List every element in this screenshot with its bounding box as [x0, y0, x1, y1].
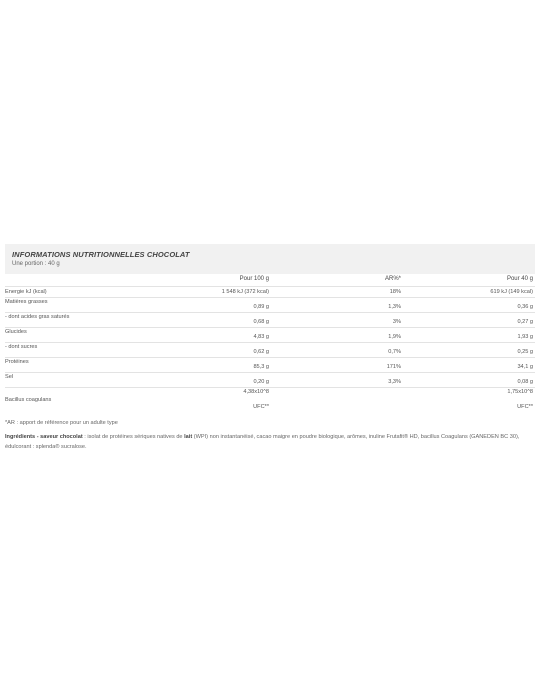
table-row [5, 343, 535, 358]
footnote: *AR : apport de référence pour un adulte type [5, 420, 118, 426]
nutrition-table [5, 274, 535, 415]
table-row [5, 298, 535, 313]
column-header-per40: Pour 40 g [506, 276, 533, 282]
nutrient-label: Matières grasses [5, 299, 48, 305]
nutrient-label: Protéines [5, 359, 29, 365]
table-row-bacillus [5, 388, 535, 415]
value-per40: 0,08 g [517, 379, 533, 385]
value-per40: 1,93 g [517, 334, 533, 340]
value-per100: 4,83 g [253, 334, 269, 340]
ingredients-allergen: lait [184, 434, 193, 440]
value-per40: 0,25 g [517, 349, 533, 355]
value-ar: 3,3% [388, 379, 401, 385]
table-header-row [5, 274, 535, 287]
column-header-per100: Pour 100 g [239, 276, 269, 282]
page-title: INFORMATIONS NUTRITIONNELLES CHOCOLAT [12, 250, 190, 259]
value-per100: 85,3 g [253, 364, 269, 370]
bacillus-per100-count: 4,38x10^8 [243, 389, 269, 395]
table-row [5, 313, 535, 328]
nutrient-label: Bacillus coagulans [5, 397, 52, 403]
bacillus-per100-unit: UFC** [253, 404, 269, 410]
value-per40: 0,27 g [517, 319, 533, 325]
bacillus-per40-unit: UFC** [517, 404, 533, 410]
ingredients-sep: : [82, 434, 88, 440]
nutrient-label: Glucides [5, 329, 27, 335]
ingredients-text [5, 433, 535, 452]
value-per40: 34,1 g [517, 364, 533, 370]
portion-size: Une portion : 40 g [12, 261, 60, 267]
table-row [5, 287, 535, 298]
value-ar: 3% [392, 319, 401, 325]
table-row [5, 328, 535, 343]
nutrition-header [5, 244, 535, 274]
nutrient-label: Sel [5, 374, 14, 380]
table-row [5, 373, 535, 388]
value-ar: 0,7% [388, 349, 401, 355]
value-per40: 619 kJ (149 kcal) [490, 289, 533, 295]
value-ar: 18% [389, 289, 401, 295]
table-row [5, 358, 535, 373]
ingredients-part2: (WPI) non instantanéisé, cacao maigre en poudre biologique, arômes, inuline Frutafit® HD, bacillus Coagulans (GANEDEN BC 30), édulcorant : splenda® sucralose. [5, 434, 520, 450]
value-per100: 1 548 kJ (372 kcal) [221, 289, 269, 295]
value-per40: 0,36 g [517, 304, 533, 310]
nutrient-label: Energie kJ (kcal) [5, 289, 47, 295]
bacillus-per40-count: 1,75x10^8 [507, 389, 533, 395]
value-per100: 0,89 g [253, 304, 269, 310]
value-per100: 0,62 g [253, 349, 269, 355]
ingredients-heading: Ingrédients - saveur chocolat [5, 434, 83, 440]
nutrient-label: - dont sucres [5, 344, 38, 350]
value-ar: 171% [386, 364, 401, 370]
nutrient-label: - dont acides gras saturés [5, 314, 70, 320]
value-ar: 1,9% [388, 334, 401, 340]
column-header-ar: AR%* [384, 276, 401, 282]
value-per100: 0,20 g [253, 379, 269, 385]
value-ar: 1,3% [388, 304, 401, 310]
value-per100: 0,68 g [253, 319, 269, 325]
ingredients-part1: isolat de protéines sériques natives de [87, 434, 185, 440]
